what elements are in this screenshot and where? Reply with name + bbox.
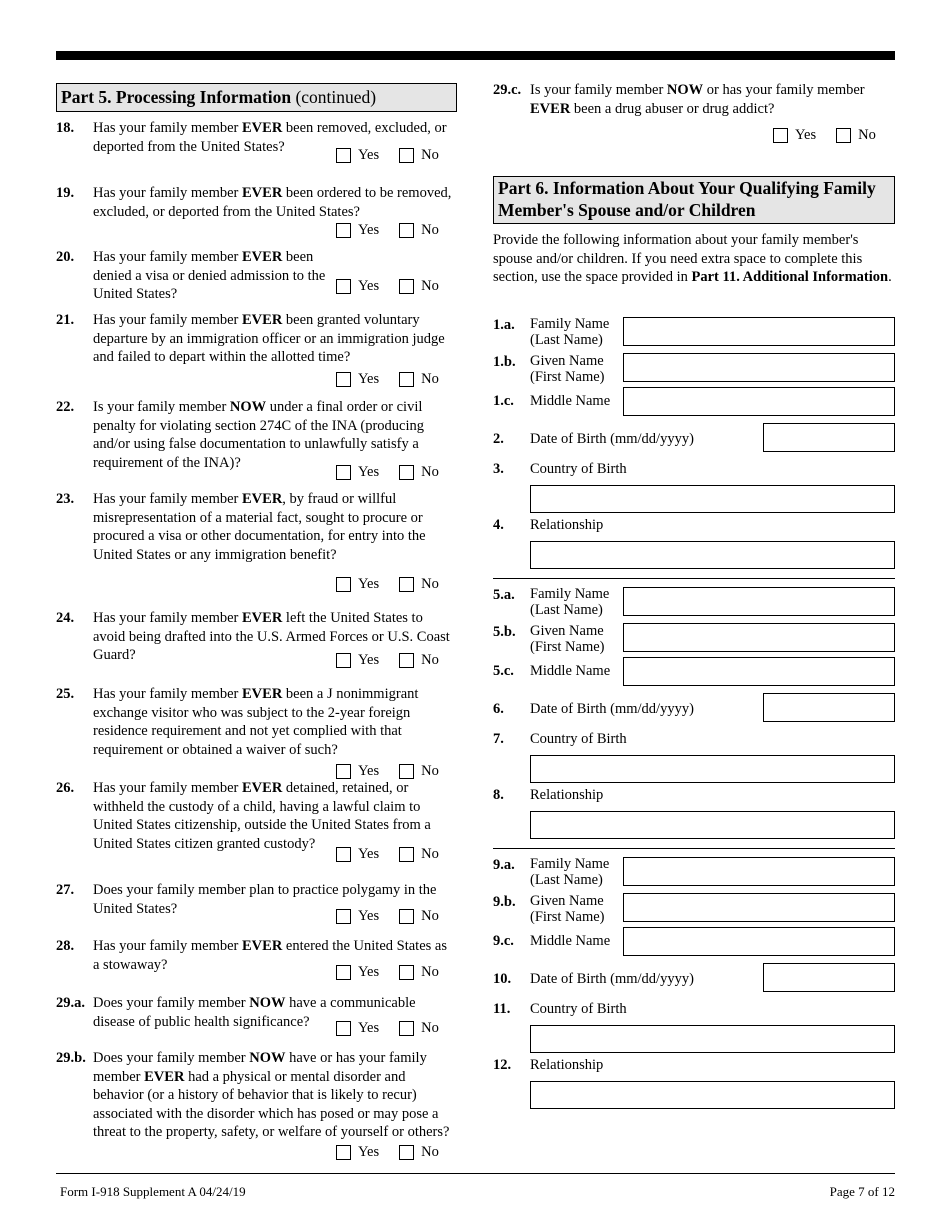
- no-label: No: [421, 1144, 439, 1160]
- question-number: 25.: [56, 686, 75, 702]
- no-checkbox[interactable]: [399, 1145, 414, 1160]
- item-number: 5.b.: [493, 624, 516, 640]
- question-22: [56, 398, 457, 472]
- yes-checkbox[interactable]: [773, 128, 788, 143]
- question-text: Is your family member NOW or has your family member EVER been a drug abuser or drug addict?: [530, 82, 865, 117]
- yes-checkbox[interactable]: [336, 1145, 351, 1160]
- question-number: 23.: [56, 491, 75, 507]
- yes-checkbox[interactable]: [336, 148, 351, 163]
- question-number: 19.: [56, 185, 75, 201]
- given-name-input[interactable]: [623, 353, 895, 382]
- part6-intro: Provide the following information about your family member's spouse and/or children. If you need extra space to complete this section, use the space provided in Part 11. Additional Information.: [493, 232, 892, 285]
- yes-label: Yes: [358, 763, 380, 779]
- yes-checkbox[interactable]: [336, 279, 351, 294]
- footer-rule: [56, 1173, 895, 1174]
- middle-name-input[interactable]: [623, 657, 895, 686]
- footer-form-id: Form I-918 Supplement A 04/24/19: [60, 1184, 246, 1199]
- question-number: 20.: [56, 249, 75, 265]
- given-name-input[interactable]: [623, 893, 895, 922]
- yes-checkbox[interactable]: [336, 223, 351, 238]
- dob-label: Date of Birth (mm/dd/yyyy): [530, 431, 694, 447]
- relationship-input[interactable]: [530, 541, 895, 569]
- no-label: No: [421, 464, 439, 480]
- question-text: Has your family member EVER entered the United States as a stowaway?: [93, 938, 447, 973]
- question-25: [56, 685, 457, 759]
- yes-checkbox[interactable]: [336, 965, 351, 980]
- yes-checkbox[interactable]: [336, 372, 351, 387]
- question-text: Does your family member plan to practice polygamy in the United States?: [93, 882, 437, 917]
- no-label: No: [421, 371, 439, 387]
- no-checkbox[interactable]: [399, 279, 414, 294]
- no-checkbox[interactable]: [399, 577, 414, 592]
- country-input[interactable]: [530, 485, 895, 513]
- question-text: Has your family member EVER been denied a visa or denied admission to the United States?: [93, 249, 326, 302]
- no-checkbox[interactable]: [836, 128, 851, 143]
- item-number: 5.c.: [493, 663, 514, 679]
- question-text: Has your family member EVER been a J nonimmigrant exchange visitor who was subject to the 2-year foreign residence requirement and not yet complied with that requirement or obtained a waiver of such?: [93, 686, 419, 758]
- question-text: Does your family member NOW have or has your family member EVER had a physical or mental disorder and behavior (or a history of behavior that is likely to recur) associated with the disorder which has posed or may pose a threat to the property, safety, or welfare of yourself or others?: [93, 1050, 450, 1140]
- middle-name-input[interactable]: [623, 927, 895, 956]
- yes-label: Yes: [358, 371, 380, 387]
- yes-label: Yes: [358, 464, 380, 480]
- yes-no-options: [336, 277, 439, 296]
- dob-label: Date of Birth (mm/dd/yyyy): [530, 971, 694, 987]
- yes-no-options: [336, 370, 439, 389]
- yes-no-options: [336, 651, 439, 670]
- yes-label: Yes: [358, 652, 380, 668]
- country-label: Country of Birth: [530, 461, 627, 477]
- no-label: No: [421, 278, 439, 294]
- given-name-label: [530, 893, 605, 925]
- middle-name-label: Middle Name: [530, 393, 611, 409]
- yes-no-options: [336, 463, 439, 482]
- item-number: 11.: [493, 1001, 511, 1017]
- dob-input[interactable]: [763, 693, 895, 722]
- yes-label: Yes: [358, 908, 380, 924]
- question-text: Has your family member EVER been removed, excluded, or deported from the United States?: [93, 120, 447, 155]
- family-name-input[interactable]: [623, 587, 895, 616]
- dob-input[interactable]: [763, 963, 895, 992]
- yes-no-options: [336, 845, 439, 864]
- question-number: 21.: [56, 312, 75, 328]
- family-name-input[interactable]: [623, 857, 895, 886]
- yes-checkbox[interactable]: [336, 577, 351, 592]
- yes-checkbox[interactable]: [336, 653, 351, 668]
- yes-checkbox[interactable]: [336, 847, 351, 862]
- given-name-label: [530, 623, 605, 655]
- item-number: 7.: [493, 731, 504, 747]
- yes-label: Yes: [795, 127, 817, 143]
- part5-header: [56, 83, 457, 112]
- question-text: Has your family member EVER been ordered to be removed, excluded, or deported from the United States?: [93, 185, 452, 220]
- given-name-label: [530, 353, 605, 385]
- no-label: No: [421, 763, 439, 779]
- no-checkbox[interactable]: [399, 148, 414, 163]
- yes-label: Yes: [358, 576, 380, 592]
- family-name-sub: (Last Name): [530, 332, 603, 348]
- no-checkbox[interactable]: [399, 1021, 414, 1036]
- question-number: 29.b.: [56, 1050, 86, 1066]
- item-number: 1.b.: [493, 354, 516, 370]
- question-19: [56, 184, 457, 221]
- no-checkbox[interactable]: [399, 223, 414, 238]
- question-21: [56, 311, 457, 367]
- no-label: No: [858, 127, 876, 143]
- country-input[interactable]: [530, 755, 895, 783]
- no-label: No: [421, 147, 439, 163]
- question-26: [56, 779, 457, 853]
- item-number: 9.b.: [493, 894, 516, 910]
- question-number: 26.: [56, 780, 75, 796]
- given-name-sub: (First Name): [530, 639, 605, 655]
- yes-checkbox[interactable]: [336, 465, 351, 480]
- footer-page-number: Page 7 of 12: [829, 1184, 895, 1199]
- item-number: 6.: [493, 701, 504, 717]
- given-name-sub: (First Name): [530, 909, 605, 925]
- part5-header-title: Part 5. Processing Information: [61, 87, 292, 107]
- left-column: [56, 83, 457, 1160]
- question-number: 27.: [56, 882, 75, 898]
- yes-no-options: [336, 146, 439, 165]
- section-divider: [493, 578, 895, 579]
- yes-label: Yes: [358, 147, 380, 163]
- question-text: Is your family member NOW under a final order or civil penalty for violating section 274C of the INA (producing and/or using false documentation to unlawfully satisfy a requirement of the INA)?: [93, 399, 425, 471]
- family-name-input[interactable]: [623, 317, 895, 346]
- family-name-text: Family Name: [530, 316, 610, 332]
- item-number: 12.: [493, 1057, 512, 1073]
- item-number: 8.: [493, 787, 504, 803]
- no-label: No: [421, 846, 439, 862]
- family-name-label: [530, 586, 609, 618]
- yes-no-options: [336, 907, 439, 926]
- question-number: 28.: [56, 938, 75, 954]
- top-rule: [56, 51, 895, 60]
- yes-label: Yes: [358, 964, 380, 980]
- no-checkbox[interactable]: [399, 653, 414, 668]
- yes-label: Yes: [358, 846, 380, 862]
- family-name-sub: (Last Name): [530, 602, 603, 618]
- question-text: Has your family member EVER been granted voluntary departure by an immigration officer or an immigration judge and failed to depart within the allotted time?: [93, 312, 445, 365]
- yes-no-options: [336, 1019, 439, 1038]
- question-number: 29.c.: [493, 82, 522, 98]
- yes-no-options: [773, 126, 876, 145]
- question-text: Does your family member NOW have a communicable disease of public health significance?: [93, 995, 416, 1030]
- dob-label: Date of Birth (mm/dd/yyyy): [530, 701, 694, 717]
- middle-name-label: Middle Name: [530, 663, 611, 679]
- question-text: Has your family member EVER left the United States to avoid being drafted into the U.S. Armed Forces or U.S. Coast Guard?: [93, 610, 450, 663]
- no-label: No: [421, 1020, 439, 1036]
- item-number: 2.: [493, 431, 504, 447]
- no-label: No: [421, 222, 439, 238]
- question-23: [56, 490, 457, 564]
- item-number: 5.a.: [493, 587, 515, 603]
- family-name-text: Family Name: [530, 856, 610, 872]
- part6-header: [493, 176, 895, 224]
- no-checkbox[interactable]: [399, 965, 414, 980]
- item-number: 10.: [493, 971, 512, 987]
- yes-no-options: [336, 963, 439, 982]
- relationship-input[interactable]: [530, 811, 895, 839]
- item-number: 3.: [493, 461, 504, 477]
- part6-header-title: Part 6. Information About Your Qualifying Family Member's Spouse and/or Children: [498, 178, 876, 220]
- no-checkbox[interactable]: [399, 465, 414, 480]
- relationship-label: Relationship: [530, 1057, 604, 1073]
- yes-checkbox[interactable]: [336, 764, 351, 779]
- item-number: 9.c.: [493, 933, 514, 949]
- yes-label: Yes: [358, 1020, 380, 1036]
- question-text: Has your family member EVER, by fraud or willful misrepresentation of a material fact, sought to procure or procured a visa or other documentation, for entry into the United States or any immigration benefit?: [93, 491, 426, 563]
- family-name-label: [530, 856, 609, 888]
- item-number: 9.a.: [493, 857, 515, 873]
- yes-checkbox[interactable]: [336, 1021, 351, 1036]
- no-checkbox[interactable]: [399, 764, 414, 779]
- relationship-input[interactable]: [530, 1081, 895, 1109]
- no-label: No: [421, 964, 439, 980]
- part5-header-suffix: (continued): [295, 87, 377, 107]
- country-label: Country of Birth: [530, 731, 627, 747]
- relationship-label: Relationship: [530, 517, 604, 533]
- item-number: 1.a.: [493, 317, 515, 333]
- middle-name-label: Middle Name: [530, 933, 611, 949]
- yes-checkbox[interactable]: [336, 909, 351, 924]
- question-number: 29.a.: [56, 995, 85, 1011]
- yes-label: Yes: [358, 1144, 380, 1160]
- no-label: No: [421, 652, 439, 668]
- yes-no-options: [336, 1143, 439, 1162]
- question-number: 18.: [56, 120, 75, 136]
- no-checkbox[interactable]: [399, 847, 414, 862]
- yes-no-options: [336, 221, 439, 240]
- family-name-sub: (Last Name): [530, 872, 603, 888]
- no-label: No: [421, 908, 439, 924]
- given-name-input[interactable]: [623, 623, 895, 652]
- given-name-sub: (First Name): [530, 369, 605, 385]
- item-number: 1.c.: [493, 393, 514, 409]
- no-checkbox[interactable]: [399, 372, 414, 387]
- question-number: 24.: [56, 610, 75, 626]
- no-label: No: [421, 576, 439, 592]
- middle-name-input[interactable]: [623, 387, 895, 416]
- given-name-text: Given Name: [530, 623, 604, 639]
- question-number: 22.: [56, 399, 75, 415]
- family-name-text: Family Name: [530, 586, 610, 602]
- relationship-label: Relationship: [530, 787, 604, 803]
- yes-no-options: [336, 575, 439, 594]
- dob-input[interactable]: [763, 423, 895, 452]
- family-name-label: [530, 316, 609, 348]
- question-29-c: [493, 81, 895, 118]
- item-number: 4.: [493, 517, 504, 533]
- given-name-text: Given Name: [530, 893, 604, 909]
- country-label: Country of Birth: [530, 1001, 627, 1017]
- question-text: Has your family member EVER detained, retained, or withheld the custody of a child, having a lawful claim to United States citizenship, outside the United States from a United States citizen granted custody?: [93, 780, 431, 852]
- question-29-b: [56, 1049, 457, 1142]
- yes-no-options: [336, 762, 439, 781]
- given-name-text: Given Name: [530, 353, 604, 369]
- country-input[interactable]: [530, 1025, 895, 1053]
- yes-label: Yes: [358, 222, 380, 238]
- section-divider: [493, 848, 895, 849]
- no-checkbox[interactable]: [399, 909, 414, 924]
- yes-label: Yes: [358, 278, 380, 294]
